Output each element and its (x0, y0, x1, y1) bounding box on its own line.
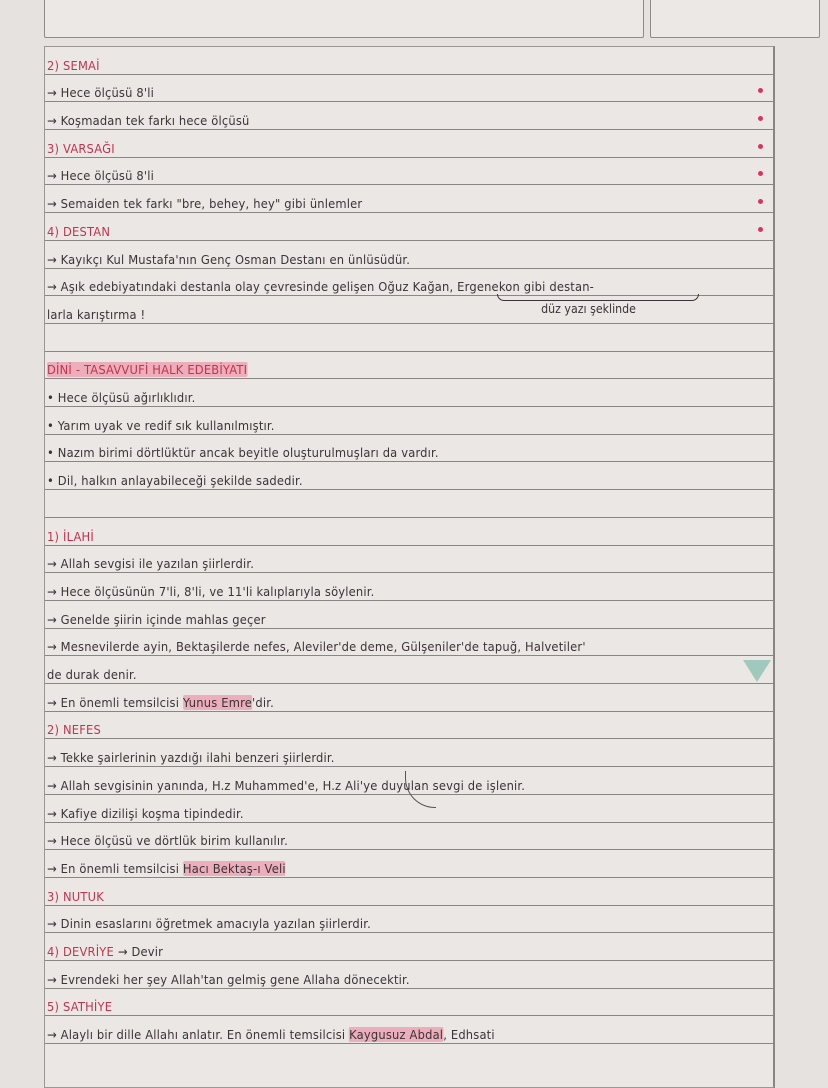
note-segment: → Devir (113, 944, 164, 960)
note-text (47, 85, 154, 100)
note-line (45, 712, 773, 740)
note-line (45, 490, 773, 518)
note-segment: larla karıştırma ! (47, 306, 146, 322)
note-text (47, 224, 110, 239)
note-segment: → Kayıkçı Kul Mustafa'nın Genç Osman Destanı en ünlüsüdür. (47, 251, 411, 267)
top-box-left (44, 0, 644, 38)
underbrace (497, 294, 699, 301)
note-text (47, 861, 286, 876)
note-line (45, 989, 773, 1017)
note-text (47, 307, 145, 322)
note-segment: → Allah sevgisi ile yazılan şiirlerdir. (47, 556, 255, 572)
note-line (45, 933, 773, 961)
section-heading: 3) NUTUK (47, 888, 104, 904)
notebook-page (44, 46, 775, 1088)
highlighted-name: Yunus Emre (182, 694, 253, 710)
note-text (47, 58, 100, 73)
note-line (45, 75, 773, 103)
note-line (45, 463, 773, 491)
note-segment: → Semaiden tek farkı "bre, behey, hey" gibi ünlemler (47, 196, 363, 212)
note-segment: → Koşmadan tek farkı hece ölçüsü (47, 113, 250, 129)
note-line (45, 324, 773, 352)
note-text (47, 612, 266, 627)
note-text (47, 916, 371, 931)
note-segment: , Edhsati (443, 1027, 495, 1043)
section-heading: 3) VARSAĞI (47, 140, 115, 156)
note-text (47, 168, 154, 183)
note-segment: → Allah sevgisinin yanında, H.z Muhammed'e, H.z Ali'ye duyulan sevgi de işlenir. (47, 777, 526, 793)
note-text (47, 833, 288, 848)
note-text (47, 972, 410, 987)
highlighted-name: Hacı Bektaş-ı Veli (182, 860, 286, 876)
note-segment: → Alaylı bir dille Allahı anlatır. En önemli temsilcisi (47, 1027, 350, 1043)
note-text (47, 390, 195, 405)
red-dot-marker (758, 227, 763, 232)
note-segment: → Mesnevilerde ayin, Bektaşilerde nefes, Aleviler'de deme, Gülşeniler'de tapuğ, Halvetiler' (47, 639, 586, 655)
note-segment: → Genelde şiirin içinde mahlas geçer (47, 611, 266, 627)
highlighted-name: Kaygusuz Abdal (349, 1027, 444, 1043)
note-line (45, 573, 773, 601)
note-segment: → Dinin esaslarını öğretmek amacıyla yazılan şiirlerdir. (47, 916, 371, 932)
note-text (47, 141, 115, 156)
note-segment: de durak denir. (47, 667, 137, 683)
red-dot-marker (758, 171, 763, 176)
note-text (47, 806, 244, 821)
note-text (47, 418, 275, 433)
note-line (45, 546, 773, 574)
note-text (47, 1027, 495, 1042)
note-text (47, 113, 250, 128)
note-text (47, 639, 586, 654)
note-line (45, 47, 773, 75)
red-dot-marker (758, 88, 763, 93)
note-line (45, 269, 773, 297)
note-segment: • Nazım birimi dörtlüktür ancak beyitle oluşturulmuşları da vardır. (47, 445, 439, 461)
note-segment: → En önemli temsilcisi (47, 694, 183, 710)
note-line (45, 684, 773, 712)
note-text (47, 695, 274, 710)
note-line (45, 961, 773, 989)
note-segment: → Tekke şairlerinin yazdığı ilahi benzeri şiirlerdir. (47, 750, 335, 766)
note-line (45, 186, 773, 214)
note-segment: • Yarım uyak ve redif sık kullanılmıştır. (47, 417, 275, 433)
note-segment: → Hece ölçüsü ve dörtlük birim kullanılır. (47, 833, 288, 849)
section-heading: 2) NEFES (47, 722, 101, 738)
note-text (47, 750, 335, 765)
note-segment: • Hece ölçüsü ağırlıklıdır. (47, 390, 196, 406)
note-text (47, 889, 104, 904)
note-text (47, 722, 101, 737)
margin-annotation: düz yazı şeklinde (541, 302, 636, 317)
note-line (45, 656, 773, 684)
note-line (45, 906, 773, 934)
note-text (47, 999, 112, 1014)
note-line (45, 102, 773, 130)
note-text (47, 944, 163, 959)
note-line (45, 379, 773, 407)
section-heading: 2) SEMAİ (47, 57, 100, 73)
section-heading: 1) İLAHİ (47, 528, 94, 544)
note-line (45, 407, 773, 435)
note-text (47, 279, 594, 294)
note-line (45, 241, 773, 269)
note-line (45, 601, 773, 629)
note-segment: → Hece ölçüsü 8'li (47, 85, 155, 101)
note-line (45, 740, 773, 768)
note-text (47, 196, 362, 211)
note-line (45, 1017, 773, 1045)
note-text (47, 778, 525, 793)
top-box-right (650, 0, 820, 38)
note-text (47, 445, 439, 460)
note-segment: • Dil, halkın anlayabileceği şekilde sadedir. (47, 473, 303, 489)
section-heading-highlighted: DİNİ - TASAVVUFİ HALK EDEBİYATI (47, 362, 248, 378)
note-line (45, 795, 773, 823)
note-segment: → Hece ölçüsü 8'li (47, 168, 155, 184)
note-line (45, 213, 773, 241)
note-text (47, 556, 254, 571)
note-text (47, 252, 410, 267)
note-segment: → Aşık edebiyatındaki destanla olay çevresinde gelişen Oğuz Kağan, Ergenekon gibi destan- (47, 279, 595, 295)
note-text (47, 362, 247, 377)
note-text (47, 667, 137, 682)
note-segment: → Hece ölçüsünün 7'li, 8'li, ve 11'li kalıplarıyla söylenir. (47, 583, 375, 599)
note-text (47, 473, 303, 488)
note-line (45, 352, 773, 380)
note-segment: → Kafiye dizilişi koşma tipindedir. (47, 805, 244, 821)
red-dot-marker (758, 144, 763, 149)
note-line (45, 158, 773, 186)
page-tab-marker (743, 660, 771, 682)
note-text (47, 529, 94, 544)
note-line (45, 435, 773, 463)
note-segment: → Evrendeki her şey Allah'tan gelmiş gene Allaha dönecektir. (47, 971, 410, 987)
note-line (45, 629, 773, 657)
note-line (45, 130, 773, 158)
section-heading: 4) DEVRİYE (47, 944, 114, 960)
note-line (45, 878, 773, 906)
section-heading: 5) SATHİYE (47, 999, 113, 1015)
note-line (45, 518, 773, 546)
note-line (45, 823, 773, 851)
note-segment: → En önemli temsilcisi (47, 860, 183, 876)
note-text (47, 584, 374, 599)
red-dot-marker (758, 116, 763, 121)
red-dot-marker (758, 199, 763, 204)
note-line (45, 850, 773, 878)
section-heading: 4) DESTAN (47, 223, 111, 239)
note-segment: 'dir. (252, 694, 274, 710)
